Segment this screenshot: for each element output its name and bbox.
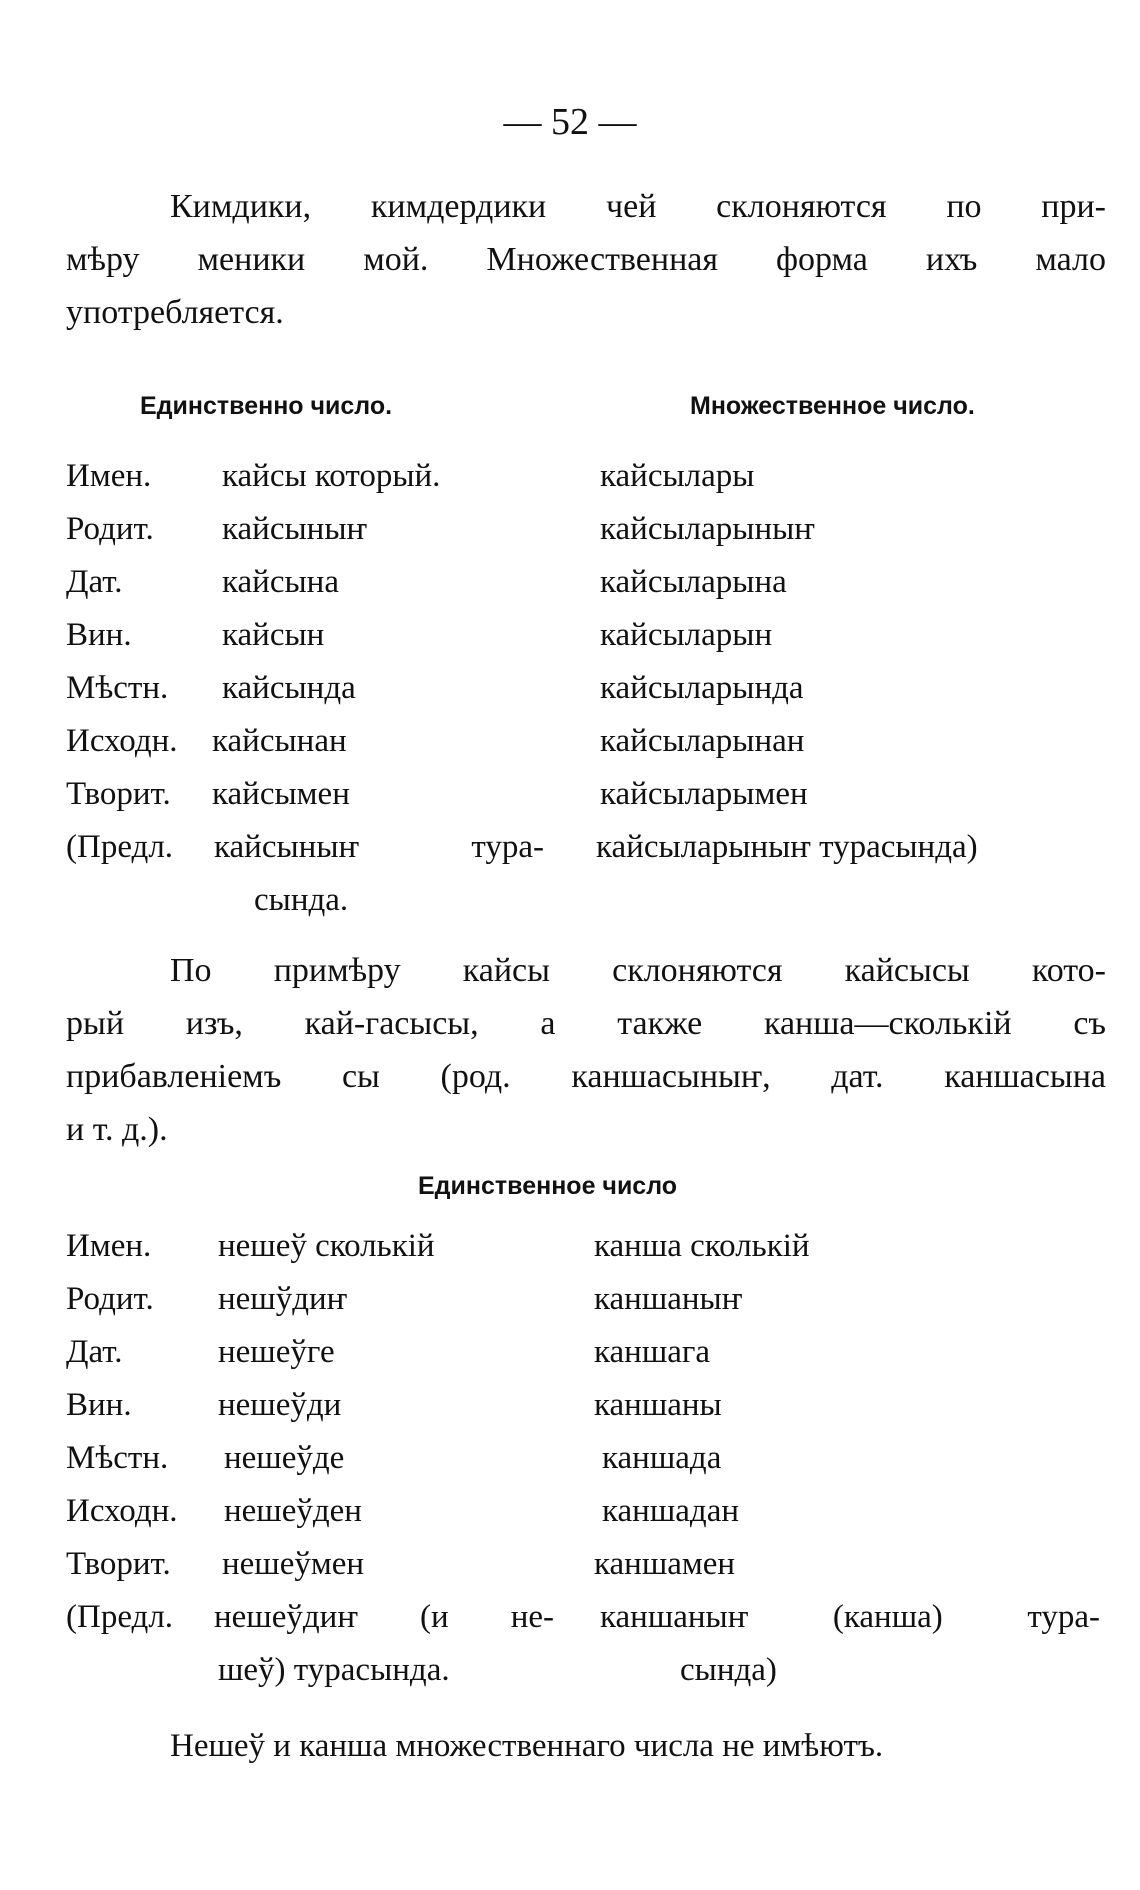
singular-form: кайсымен: [212, 776, 350, 812]
intro-line: употребляется.: [66, 294, 284, 331]
table-row: [0, 776, 1140, 828]
case-label: Дат.: [66, 1334, 123, 1370]
plural-form: кайсыларынан: [600, 723, 805, 759]
case-label: Мѣстн.: [66, 1440, 169, 1476]
form-nesheu: нешеўмен: [222, 1546, 365, 1582]
case-label: Имен.: [66, 458, 152, 494]
singular-form: кайсын: [222, 617, 325, 653]
table-row: [0, 1493, 1140, 1545]
table2-head: Единственное число: [418, 1172, 678, 1200]
singular-form: кайсына: [222, 564, 339, 600]
form-kansha: каншада: [602, 1440, 722, 1476]
singular-form: кайсы который.: [222, 458, 441, 494]
form-kansha: каншаныҥ (канша) тура-: [600, 1599, 1100, 1635]
plural-form: кайсылары: [600, 458, 755, 494]
intro-paragraph: [66, 180, 1106, 339]
case-label: Мѣстн.: [66, 670, 169, 706]
table-row: [0, 564, 1140, 616]
form-kansha: каншага: [594, 1334, 711, 1370]
table-row: [0, 1599, 1140, 1651]
middle-line: прибавленіемъ сы (род. каншасыныҥ, дат. каншасына: [66, 1058, 1106, 1095]
case-label: Творит.: [66, 776, 171, 812]
singular-form: кайсыныҥ: [222, 511, 368, 547]
table1-head-plural: Множественное число.: [690, 392, 975, 420]
case-label: Имен.: [66, 1228, 152, 1264]
middle-paragraph: [66, 944, 1106, 1156]
plural-form: кайсыларыныҥ: [600, 511, 815, 547]
case-label: Вин.: [66, 1387, 132, 1423]
table-row: [0, 829, 1140, 881]
singular-form: кайсынан: [212, 723, 347, 759]
closing-line: Нешеў и канша множественнаго числа не имѣютъ.: [170, 1728, 884, 1764]
intro-line: мѣру меники мой. Множественная форма ихъ мало: [66, 241, 1106, 278]
table-row: [0, 723, 1140, 775]
middle-line: По примѣру кайсы склоняются кайсысы кото-: [170, 952, 1106, 989]
table-row: [0, 458, 1140, 510]
singular-form: кайсыныҥ тура-: [214, 829, 544, 865]
table-row: [0, 1281, 1140, 1333]
table-row: [0, 511, 1140, 563]
form-nesheu: нешеў сколькій: [218, 1228, 435, 1264]
plural-form: кайсыларымен: [600, 776, 808, 812]
case-label: Исходн.: [66, 1493, 178, 1529]
table-row: [0, 1546, 1140, 1598]
case-label: Вин.: [66, 617, 132, 653]
case-label: Родит.: [66, 511, 154, 547]
form-nesheu: нешеўди: [218, 1387, 342, 1423]
table-row: [0, 1440, 1140, 1492]
form-nesheu: нешеўден: [224, 1493, 362, 1529]
table-row: [0, 1228, 1140, 1280]
case-label: Исходн.: [66, 723, 178, 759]
table-row: [0, 1387, 1140, 1439]
page-number: — 52 —: [503, 101, 637, 143]
case-label: Творит.: [66, 1546, 171, 1582]
case-label: (Предл.: [66, 1599, 174, 1635]
closing-sentence: [66, 1720, 1106, 1773]
form-nesheu: нешеўдиҥ (и не-: [214, 1599, 554, 1635]
form-kansha: каншадан: [602, 1493, 739, 1529]
case-label: Родит.: [66, 1281, 154, 1317]
form-nesheu-continuation: шеў) турасында.: [218, 1652, 450, 1688]
table-row: [0, 1652, 1140, 1704]
form-nesheu: нешеўде: [224, 1440, 345, 1476]
form-kansha: каншаны: [594, 1387, 722, 1423]
intro-line: Кимдики, кимдердики чей склоняются по при-: [170, 188, 1106, 225]
singular-continuation: сында.: [254, 882, 349, 918]
table-row: [0, 1334, 1140, 1386]
case-label: (Предл.: [66, 829, 174, 865]
form-kansha: канша сколькій: [594, 1228, 810, 1264]
table-row: [0, 670, 1140, 722]
form-kansha: каншаныҥ: [594, 1281, 743, 1317]
plural-form: кайсыларына: [600, 564, 787, 600]
table-row: [0, 617, 1140, 669]
middle-line: и т. д.).: [66, 1111, 168, 1148]
plural-form: кайсыларыныҥ турасында): [596, 829, 978, 865]
plural-form: кайсыларын: [600, 617, 773, 653]
middle-line: рый изъ, кай-гасысы, а также канша—сколькій съ: [66, 1005, 1106, 1042]
form-kansha-continuation: сында): [680, 1652, 777, 1688]
form-nesheu: нешеўге: [218, 1334, 335, 1370]
table1-head-singular: Единственно число.: [140, 392, 393, 420]
form-kansha: каншамен: [594, 1546, 736, 1582]
form-nesheu: нешўдиҥ: [218, 1281, 348, 1317]
table-row: [0, 882, 1140, 934]
plural-form: кайсыларында: [600, 670, 804, 706]
case-label: Дат.: [66, 564, 123, 600]
singular-form: кайсында: [222, 670, 356, 706]
